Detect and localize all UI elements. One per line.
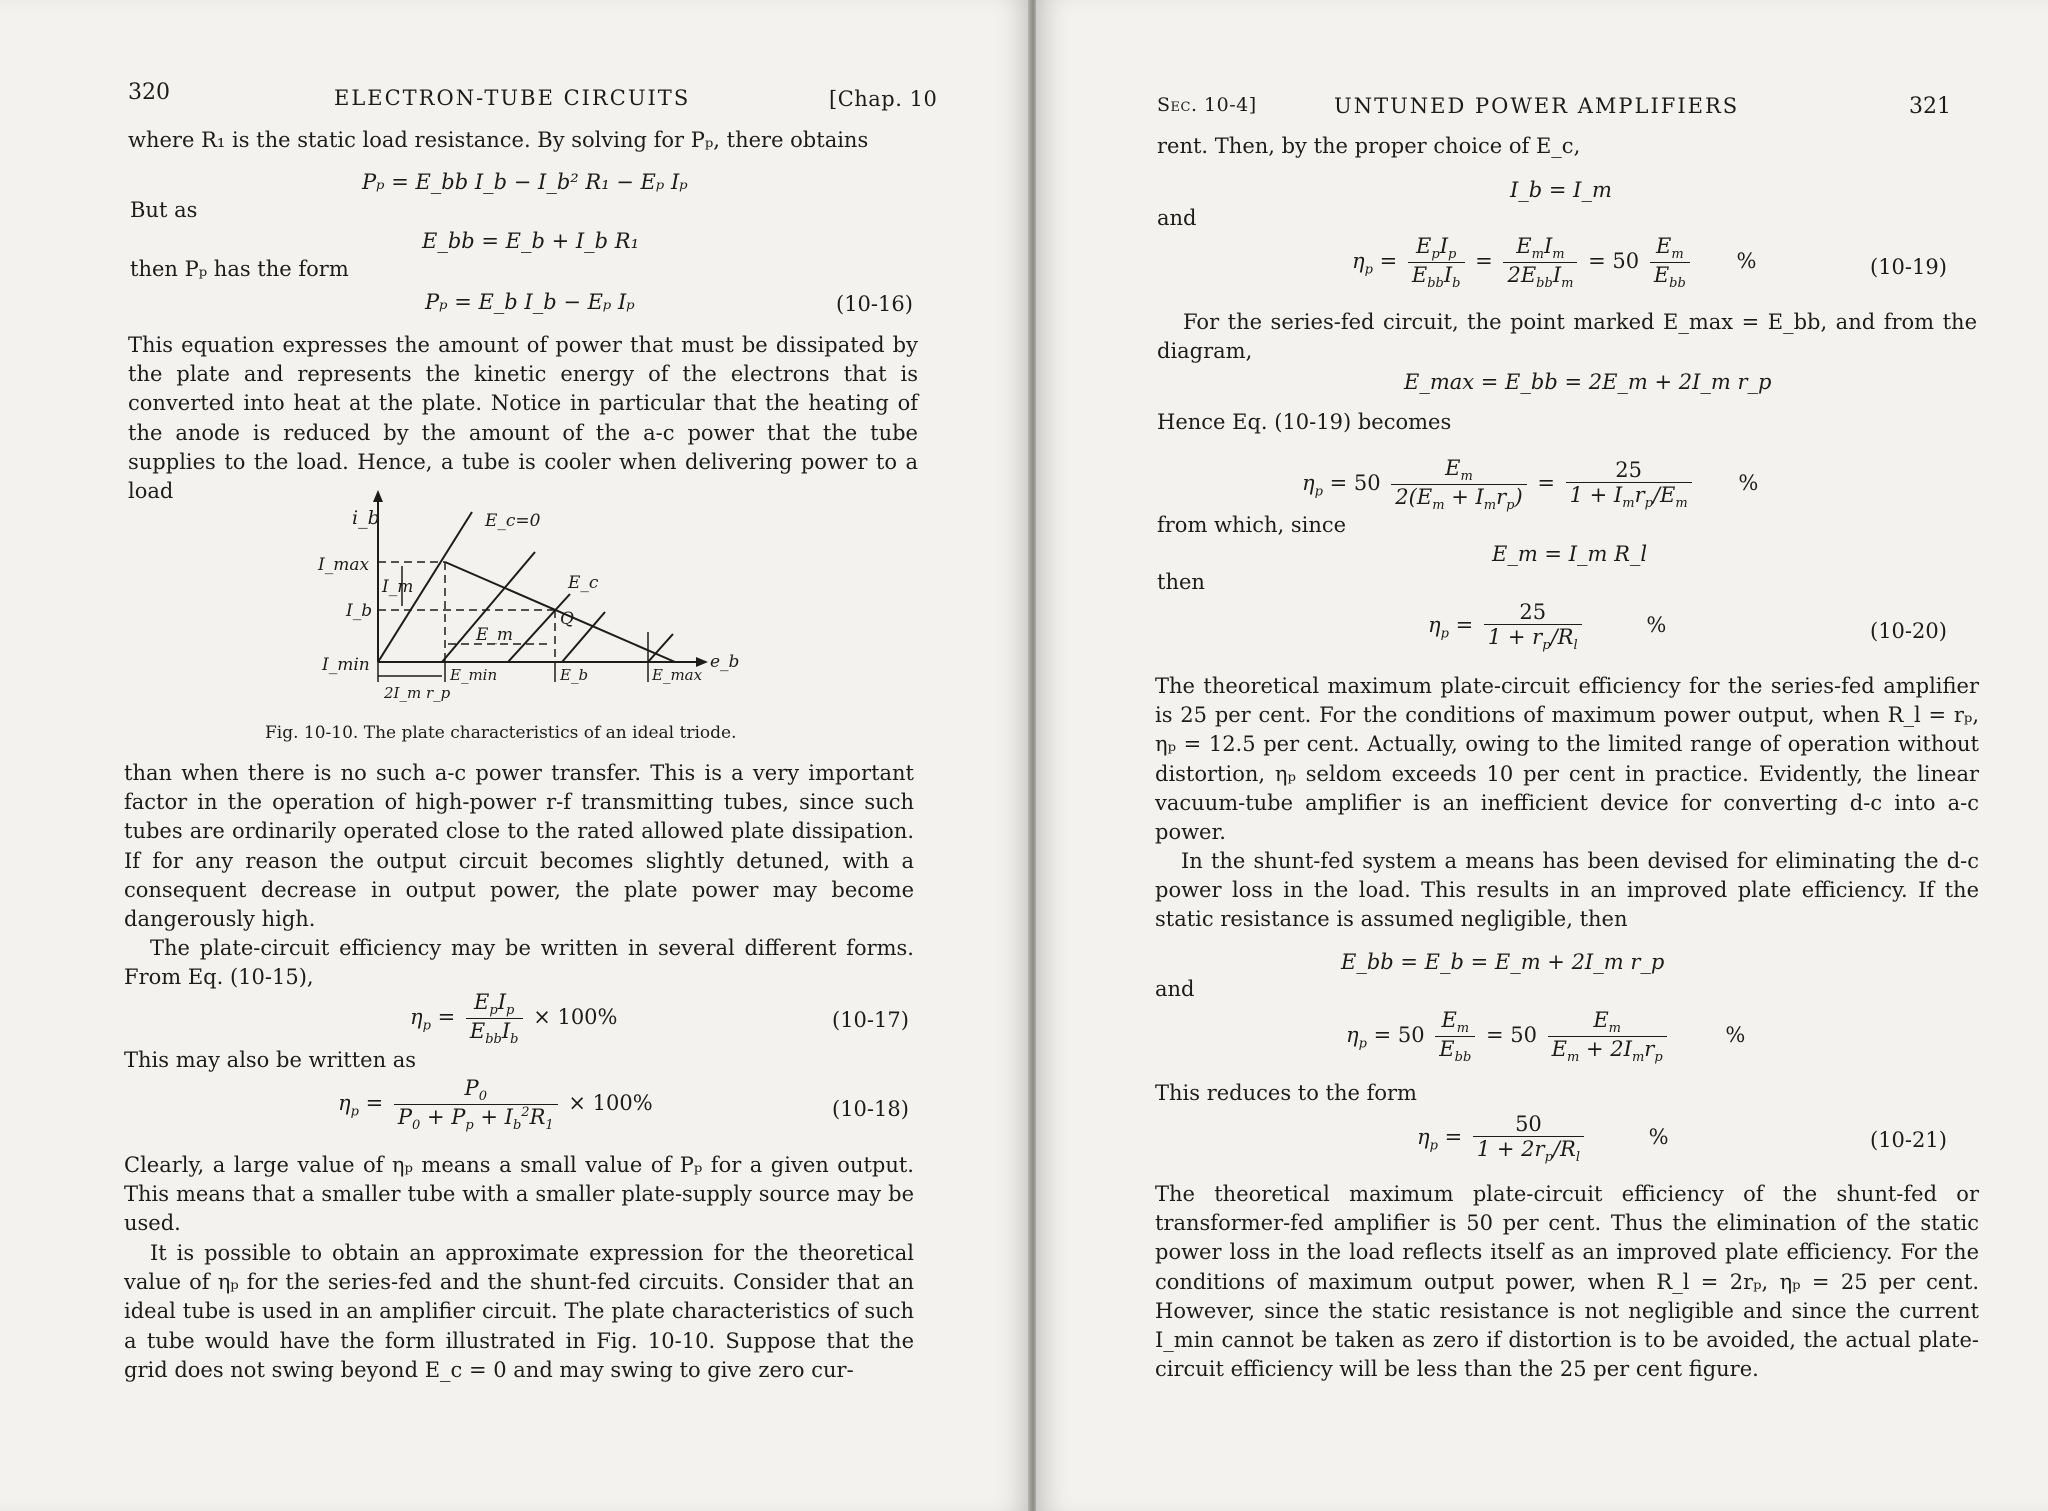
paragraph bbox=[1155, 847, 1979, 935]
equation-number: (10-16) bbox=[836, 292, 913, 316]
equation-10-20: $\eta_p$ = $\frac{25}{1 + r_p/R_l}$ % bbox=[1428, 600, 1667, 654]
page-number: 321 bbox=[1909, 94, 1951, 119]
equation: E_m = I_m R_l bbox=[1492, 542, 1648, 566]
paragraph-text: than when there is no such a-c power transfer. This is a very important factor in the operation of high-power r-f transmitting tubes, since such tubes are ordinarily operated close to the rated allowed plate dissipation. If for any reason the output circuit becomes slightly detuned, with a consequent decrease in output power, the plate power may become dangerously high. bbox=[124, 761, 914, 932]
text-line: then Pₚ has the form bbox=[130, 257, 349, 281]
ec-label: E_c bbox=[568, 573, 599, 593]
paragraph bbox=[124, 934, 914, 992]
emax-label: E_max bbox=[652, 666, 703, 684]
paragraph-text: In the shunt-fed system a means has been devised for eliminating the d-c power loss in the load. This results in an improved plate efficiency. If the static resistance is assumed negligible, then bbox=[1155, 849, 1979, 932]
equation-10-21: $\eta_p$ = $\frac{50}{1 + 2r_p/R_l}$ % bbox=[1417, 1112, 1669, 1166]
em-label: E_m bbox=[476, 625, 514, 645]
text-line: then bbox=[1157, 570, 1205, 594]
equation: Pₚ = E_b I_b − Eₚ Iₚ bbox=[425, 290, 635, 314]
paragraph-text: The theoretical maximum plate-circuit efficiency for the series-fed amplifier is 25 per cent. For the conditions of maximum power output, when R_l = rₚ, ηₚ = 12.5 per cent. Actually, owing to the limited range of operation without distortion, ηₚ seldom exceeds 10 per cent in practice. Evidently, the linear vacuum-tube amplifier is an inefficient device for converting d-c into a-c power. bbox=[1155, 674, 1979, 845]
im-label: I_m bbox=[382, 577, 414, 597]
characteristic-curve bbox=[442, 552, 535, 662]
characteristic-curve bbox=[648, 634, 673, 662]
paragraph bbox=[128, 331, 918, 506]
imax-label: I_max bbox=[318, 555, 370, 575]
equation-number: (10-18) bbox=[832, 1097, 909, 1121]
chapter-ref: [Chap. 10 bbox=[829, 87, 938, 111]
text-line: Hence Eq. (10-19) becomes bbox=[1157, 410, 1452, 434]
text-line: This reduces to the form bbox=[1155, 1081, 1417, 1105]
equation: E_bb = E_b + I_b R₁ bbox=[422, 229, 640, 253]
ib-axis-label: i_b bbox=[352, 507, 380, 529]
equation: I_b = I_m bbox=[1510, 178, 1612, 202]
equation-10-19: $\eta_p$ = $\frac{E_pI_p}{E_{bb}I_b}$ = $\frac{E_mI_m}{2E_{bb}I_m}$ = 50 $\frac{E_m}{E_{bb}}$ % bbox=[1352, 234, 1757, 292]
running-head: ELECTRON-TUBE CIRCUITS bbox=[334, 86, 691, 110]
paragraph bbox=[124, 1239, 914, 1385]
figure-caption: Fig. 10-10. The plate characteristics of an ideal triode. bbox=[265, 723, 737, 743]
running-head: UNTUNED POWER AMPLIFIERS bbox=[1334, 94, 1740, 118]
equation: E_max = E_bb = 2E_m + 2I_m r_p bbox=[1404, 370, 1772, 394]
text-line: and bbox=[1155, 977, 1195, 1001]
eb-level-label: E_b bbox=[560, 666, 589, 684]
paragraph-text: This equation expresses the amount of power that must be dissipated by the plate and represents the kinetic energy of the electrons that is converted into heat at the plate. Notice in particular that the heating of the anode is reduced by the amount of the a-c power that the tube supplies to the load. Hence, a tube is cooler when delivering power to a load bbox=[128, 333, 918, 504]
paragraph-text: The theoretical maximum plate-circuit efficiency of the shunt-fed or transformer-fed amplifier is 50 per cent. Thus the elimination of the static power loss in the load reflects itself as an improved plate efficiency. For the conditions of maximum output power, when R_l = 2rₚ, ηₚ = 25 per cent. However, since the static resistance is not negligible and since the current I_min cannot be taken as zero if distortion is to be avoided, the actual plate-circuit efficiency will be less than the 25 per cent figure. bbox=[1155, 1182, 1979, 1382]
paragraph-text: The plate-circuit efficiency may be written in several different forms. From Eq. (10-15), bbox=[124, 936, 914, 990]
ec0-label: E_c=0 bbox=[485, 511, 541, 531]
plate-characteristics-figure bbox=[300, 484, 740, 714]
intro-line: where R₁ is the static load resistance. By solving for Pₚ, there obtains bbox=[128, 128, 869, 152]
page-number: 320 bbox=[128, 80, 170, 105]
text-line: rent. Then, by the proper choice of E_c, bbox=[1157, 134, 1581, 158]
equation-10-17: $\eta_p$ = $\frac{E_pI_p}{E_{bb}I_b}$ × 100% bbox=[410, 990, 618, 1048]
q-point-label: Q bbox=[560, 609, 574, 629]
eb-axis-label: e_b bbox=[710, 652, 740, 672]
imin-label: I_min bbox=[322, 655, 370, 675]
equation-number: (10-20) bbox=[1870, 619, 1947, 643]
section-ref: Sec. 10-4] bbox=[1157, 94, 1257, 116]
paragraph bbox=[1157, 308, 1977, 366]
equation-number: (10-21) bbox=[1870, 1128, 1947, 1152]
paragraph bbox=[124, 1151, 914, 1239]
equation: E_bb = E_b = E_m + 2I_m r_p bbox=[1341, 950, 1665, 974]
right-page bbox=[1036, 0, 2048, 1511]
text-line: from which, since bbox=[1157, 513, 1347, 537]
paragraph bbox=[1155, 672, 1979, 847]
y-axis-arrow bbox=[373, 490, 383, 502]
imrp-label: 2I_m r_p bbox=[384, 684, 451, 702]
text-line: and bbox=[1157, 206, 1197, 230]
equation-eta-series: $\eta_p = 50$ $\frac{E_m}{2(E_m + I_mr_p)}$ = $\frac{25}{1 + I_mr_p/E_m}$ % bbox=[1302, 456, 1759, 514]
text-line: This may also be written as bbox=[124, 1048, 417, 1072]
ib-level-label: I_b bbox=[346, 601, 373, 621]
equation-number: (10-17) bbox=[832, 1008, 909, 1032]
paragraph bbox=[1155, 1180, 1979, 1384]
equation-10-18: $\eta_p$ = $\frac{P_0}{P_0 + P_p + I_b^2R_1}$ × 100% bbox=[338, 1076, 653, 1134]
paragraph-text: For the series-fed circuit, the point marked E_max = E_bb, and from the diagram, bbox=[1157, 310, 1977, 364]
paragraph bbox=[124, 759, 914, 934]
paragraph-text: Clearly, a large value of ηₚ means a small value of Pₚ for a given output. This means that a smaller tube with a smaller plate-supply source may be used. bbox=[124, 1153, 914, 1236]
equation: Pₚ = E_bb I_b − I_b² R₁ − Eₚ Iₚ bbox=[362, 170, 688, 194]
emin-label: E_min bbox=[450, 666, 498, 684]
text-line: But as bbox=[130, 198, 198, 222]
equation-number: (10-19) bbox=[1870, 255, 1947, 279]
equation-eta-shunt: $\eta_p = 50$ $\frac{E_m}{E_{bb}}$ = 50 $\frac{E_m}{E_m + 2I_mr_p}$ % bbox=[1346, 1008, 1746, 1066]
paragraph-text: It is possible to obtain an approximate expression for the theoretical value of ηₚ for the series-fed and the shunt-fed circuits. Consider that an ideal tube is used in an amplifier circuit. The plate characteristics of such a tube would have the form illustrated in Fig. 10-10. Suppose that the grid does not swing beyond E_c = 0 and may swing to give zero cur- bbox=[124, 1241, 914, 1382]
